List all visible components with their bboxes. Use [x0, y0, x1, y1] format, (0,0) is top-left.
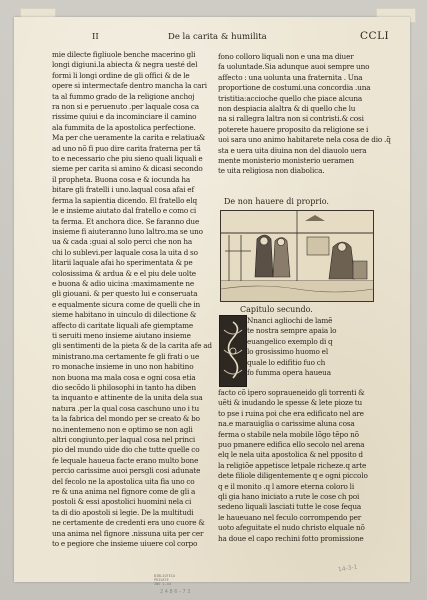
text-line: sta e uera uita diuina non del diauolo uera — [218, 145, 367, 155]
text-line: elq le nela uita apostolica & nel pposito d — [218, 450, 363, 460]
text-line: non buona ma mala cosa e ogni cosa etia — [52, 372, 196, 382]
text-line: ferma la sapientia dicendo. El fratello elq — [52, 195, 198, 205]
text-line: te nostra sempre apaia lo — [247, 326, 337, 336]
text-column-left — [52, 50, 212, 550]
text-line: affecto di caritate liquali afe giemptame — [52, 320, 194, 330]
text-line: puo pmanere edifica ello secolo nel arena — [218, 440, 365, 450]
text-line: pio del mundo uide dio che tutte quelle co — [52, 445, 200, 455]
text-line: opere si intermectafe dentro mancha la cari — [52, 81, 207, 91]
text-line: e buona & adio uicina :maximamente ne — [52, 278, 195, 288]
text-line: ti seruiti meno insieme aiutano insieme — [52, 330, 191, 340]
text-line: postoli & essi apostolici huomini nela ci — [52, 497, 192, 507]
text-line: q e il monito .q l amore eterna coloro li — [218, 481, 355, 491]
text-line: litarii laquale afai ho sperimentata & pe — [52, 258, 193, 268]
text-line: qli gia hano iniciato a rute le cose ch poi — [218, 492, 360, 502]
text-line: ua & cada :guai al solo perci che non ha — [52, 237, 193, 247]
text-line: uoi sara uno animo habitarete nela cosa de dio .q̃ — [218, 135, 391, 145]
text-line: Ma per che ueramente la carita e relatiua& — [52, 133, 206, 143]
text-line: sieme habitano in uinculo di dilectione & — [52, 310, 197, 320]
running-head — [0, 32, 427, 46]
text-line: il propheta. Buona cosa e & iocunda ha — [52, 174, 191, 184]
running-head-left: II — [92, 32, 99, 42]
text-line: fa uoluntade.Sia adunque auoi sempre uno — [218, 62, 370, 72]
text-line: mie dilecte figliuole benche macerino gli — [52, 50, 196, 59]
text-line: ne certamente de credenti era uno cuore & — [52, 518, 205, 528]
text-line: Nnanci agliochi de lamẽ — [247, 316, 333, 325]
stamp-line: BIBLIOTECA — [154, 574, 176, 578]
text-line: quale lo edifitio fuo ch — [247, 357, 326, 367]
text-line: mente monisterio monisterio ueramen — [218, 156, 354, 166]
pencil-note-right: 14-3-1 — [337, 563, 359, 574]
chapter-title: Capitulo secundo. — [240, 305, 313, 314]
stamp-line: PRIVATE — [154, 578, 169, 582]
text-line: tristitia:accioche quello che piace alcuna — [218, 93, 363, 103]
text-line: ha doue el capo rechini fotto promissione — [218, 533, 364, 543]
text-line: uẽti & inudando le spesse & lete pioze tu — [218, 398, 363, 408]
text-column-right-initial-lines — [247, 316, 371, 378]
text-line: lo grosissimo huomo el — [247, 347, 329, 357]
text-line: ferma o stabile nela mobile lõgo tẽpo nõ — [218, 429, 359, 439]
text-line: formi li longi ordine de gli offici & de le — [52, 70, 190, 80]
text-line: proportione de costumi.una concordia .una — [218, 83, 371, 93]
text-column-right-top — [218, 52, 391, 177]
stamp-line: INV 1.44 — [154, 582, 171, 586]
text-line: ta al fummo grado de la religione anchoj — [52, 91, 195, 101]
running-head-title: De la carita & humilita — [168, 32, 267, 42]
text-line: natura .per la qual cosa caschuno uno i tu — [52, 403, 200, 413]
text-line: ta ferma. Et anchora dice. Se faranno due — [52, 216, 200, 226]
text-line: sieme per carita si amino & dicasi secondo — [52, 164, 203, 174]
text-line: sedeno liquali lasciati tutte le cose fequa — [218, 502, 362, 512]
text-column-right-bottom — [218, 388, 371, 544]
text-line: altri congiunto.per laqual cosa nel princi — [52, 435, 196, 445]
folio-number: CCLI — [360, 30, 390, 42]
text-line: le e insieme aiutato dal fratello e como ci — [52, 206, 197, 216]
woodcut-illustration — [220, 210, 374, 302]
text-line: to e necessario che piu sieno quali liquali e — [52, 154, 203, 164]
text-line: ala fummita de la apostolica perfectione. — [52, 122, 196, 132]
decorated-initial — [219, 315, 247, 387]
text-line: ta la fabrica del mondo per se creato & bo — [52, 414, 200, 424]
text-line: euangelico exemplo di q — [247, 336, 333, 346]
text-line: bitare gli fratelli i uno.laqual cosa afai ef — [52, 185, 194, 195]
text-line: chi lo sublevi.per laquale cosa la uita d so — [52, 247, 198, 257]
text-line: fono colloro liquali non e una ma diuer — [218, 52, 354, 61]
text-line: dio secõdo li philosophi in tanto ha diben — [52, 383, 196, 392]
text-line: ad uno nõ fi puo dire carita fraterna per tã — [52, 143, 201, 153]
text-line: ro monache insieme in uno non habitino — [52, 362, 194, 372]
text-line: gli sentimenti de la pieta & de la carita afe ad — [52, 341, 212, 351]
text-line: una anima nel fignore .nissuna uita per cer — [52, 528, 204, 538]
text-line: na si rallegra laltra non si contristi.& cosi — [218, 114, 364, 124]
text-line: ta inquanto e attinente de la unita dela sua — [52, 393, 203, 403]
text-line: gli giouani. & per questo lui e conseruata — [52, 289, 198, 299]
text-line: fo fumma opera haueua — [247, 368, 331, 378]
text-line: la religiõe appetisce letpale richeze.q arte — [218, 460, 367, 470]
text-line: na.e marauiglia o carissime aluna cosa — [218, 419, 355, 429]
text-line: longi digiuni.la abiecta & negra uesté del — [52, 60, 198, 70]
text-line: to e pegiore che insieme uiuere col corpo — [52, 539, 198, 549]
text-line: percio carissime auoi persgli cosi adunate — [52, 466, 201, 476]
pencil-note-bottom: 2 4 8 6 - 7 3 — [160, 589, 191, 595]
text-line: poterete hauere proposito da religione se i — [218, 124, 369, 134]
library-stamp — [154, 574, 194, 588]
text-line: affecto : una uolunta una fraternita . Una — [218, 72, 363, 82]
text-line: le haueuano nel feculo corrompendo per — [218, 512, 362, 522]
text-line: ta di dio apostoli si legie. De la multitudi — [52, 507, 194, 517]
text-line: no.inentemeno non e optimo se non agli — [52, 424, 193, 434]
text-line: e equalmente sicura come de quelli che in — [52, 299, 201, 309]
text-line: del fecolo ne la apostolica uita fia uno co — [52, 476, 195, 486]
text-line: te uita religiosa non diabolica. — [218, 166, 325, 176]
text-line: ministrano.ma certamente fe gli frati o ue — [52, 351, 200, 361]
text-line: ra non si e peruenuto .per laquale cosa ca — [52, 102, 199, 112]
text-line: dete filiole diligentemente q e ogni piccolo — [218, 471, 368, 481]
text-line: colosissima & ardua & e el piu dele uolte — [52, 268, 196, 278]
text-line: insieme fi aiuteranno luno laltro.ma se uno — [52, 226, 203, 236]
text-line: to pse i ruina poi che era edificato nel are — [218, 408, 364, 418]
text-line: rissime quiui e da incominciare il camino — [52, 112, 197, 122]
section-title: De non hauere di proprio. — [224, 197, 329, 206]
text-line: fe lequale haueua facte erano multo bone — [52, 455, 199, 465]
text-line: re & una anima nel fignore come de gli a — [52, 487, 196, 497]
text-line: uoto afeguitate el nudo christo elquale nõ — [218, 523, 365, 533]
text-line: non despiacia alaltra & di quello che lu — [218, 104, 356, 114]
text-line: facto cõ ipero sopraueneido gli torrenti & — [218, 388, 365, 397]
